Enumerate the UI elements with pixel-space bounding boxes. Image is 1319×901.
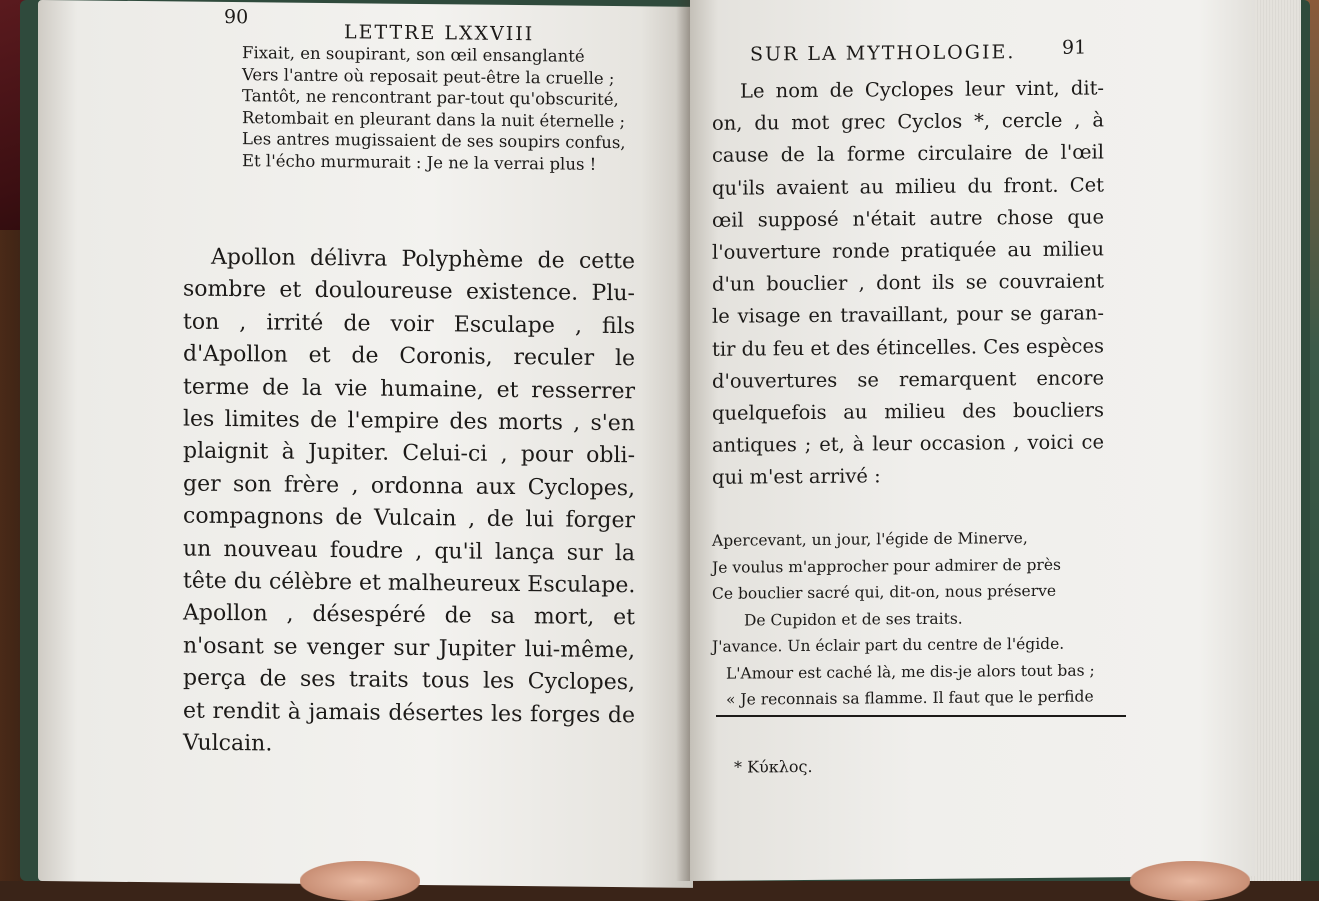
right-folio: 91 xyxy=(1062,36,1087,59)
footnote-rule xyxy=(716,715,1126,717)
prose-line: qui m'est arrivé : xyxy=(712,464,881,490)
prose-line: Vulcain. xyxy=(183,730,273,757)
left-page xyxy=(38,0,693,888)
right-prose-block xyxy=(712,72,1104,494)
prose-line: Le nom de Cyclopes leur vint, dit- xyxy=(740,76,1104,103)
left-thumb xyxy=(300,861,420,901)
left-prose-block xyxy=(183,242,635,765)
prose-line: d'ouvertures se remarquent encore xyxy=(712,366,1104,393)
prose-line: sombre et douloureuse existence. Plu- xyxy=(183,276,635,307)
prose-line: terme de la vie humaine, et resserrer xyxy=(183,374,635,404)
prose-line: ton , irrité de voir Esculape , fils xyxy=(183,309,635,340)
verse-line: Je voulus m'approcher pour admirer de près xyxy=(712,555,1061,577)
right-running-head: SUR LA MYTHOLOGIE. xyxy=(750,41,1016,66)
verse-line: Apercevant, un jour, l'égide de Minerve, xyxy=(712,529,1028,550)
verse-line: Retombait en pleurant dans la nuit éternelle ; xyxy=(242,107,626,131)
prose-line: Apollon , désespéré de sa mort, et xyxy=(183,600,635,631)
prose-line: quelquefois au milieu des boucliers xyxy=(712,398,1104,425)
left-verse-block xyxy=(242,42,626,175)
left-running-head: LETTRE LXXVIII xyxy=(344,21,535,46)
prose-line: œil supposé n'était autre chose que xyxy=(712,205,1104,232)
left-folio: 90 xyxy=(224,5,249,29)
prose-line: le visage en travaillant, pour se garan- xyxy=(712,301,1104,329)
verse-line: De Cupidon et de ses traits. xyxy=(744,609,963,630)
verse-line: Les antres mugissaient de ses soupirs confus, xyxy=(242,129,626,153)
verse-line: Fixait, en soupirant, son œil ensanglanté xyxy=(242,43,585,66)
verse-line: Tantôt, ne rencontrant par-tout qu'obscurité, xyxy=(242,86,619,110)
prose-line: compagnons de Vulcain , de lui forger xyxy=(183,503,635,534)
prose-line: n'osant se venger sur Jupiter lui-même, xyxy=(183,633,635,664)
right-thumb xyxy=(1130,861,1250,901)
verse-line: Ce bouclier sacré qui, dit-on, nous préserve xyxy=(712,581,1057,603)
prose-line: et rendit à jamais désertes les forges de xyxy=(183,698,635,728)
prose-line: l'ouverture ronde pratiquée au milieu xyxy=(712,237,1104,264)
prose-line: d'un bouclier , dont ils se couvraient xyxy=(712,269,1104,297)
prose-line: les limites de l'empire des morts , s'en xyxy=(183,406,635,437)
prose-line: tête du célèbre et malheureux Esculape. xyxy=(183,568,636,599)
footnote: * Κύκλος. xyxy=(734,756,813,777)
verse-line: J'avance. Un éclair part du centre de l'égide. xyxy=(712,634,1065,656)
verse-line: « Je reconnais sa flamme. Il faut que le perfide xyxy=(726,687,1094,709)
prose-line: d'Apollon et de Coronis, reculer le xyxy=(183,341,635,372)
prose-line: on, du mot grec Cyclos *, cercle , à xyxy=(712,108,1104,136)
prose-line: un nouveau foudre , qu'il lança sur la xyxy=(183,536,635,566)
prose-line: perça de ses traits tous les Cyclopes, xyxy=(183,665,635,696)
verse-line: Vers l'antre où reposait peut-être la cruelle ; xyxy=(242,64,615,88)
right-verse-block xyxy=(712,524,1112,713)
prose-line: Apollon délivra Polyphème de cette xyxy=(211,244,635,275)
verse-line: L'Amour est caché là, me dis-je alors tout bas ; xyxy=(726,660,1095,683)
prose-line: antiques ; et, à leur occasion , voici ce xyxy=(712,430,1104,458)
prose-line: plaignit à Jupiter. Celui-ci , pour obli- xyxy=(183,438,635,469)
verse-line: Et l'écho murmurait : Je ne la verrai plus ! xyxy=(242,150,597,174)
prose-line: tir du feu et des étincelles. Ces espèces xyxy=(712,334,1104,361)
prose-line: cause de la forme circulaire de l'œil xyxy=(712,140,1104,168)
right-page xyxy=(690,0,1255,881)
prose-line: qu'ils avaient au milieu du front. Cet xyxy=(712,172,1104,200)
prose-line: ger son frère , ordonna aux Cyclopes, xyxy=(183,471,635,502)
